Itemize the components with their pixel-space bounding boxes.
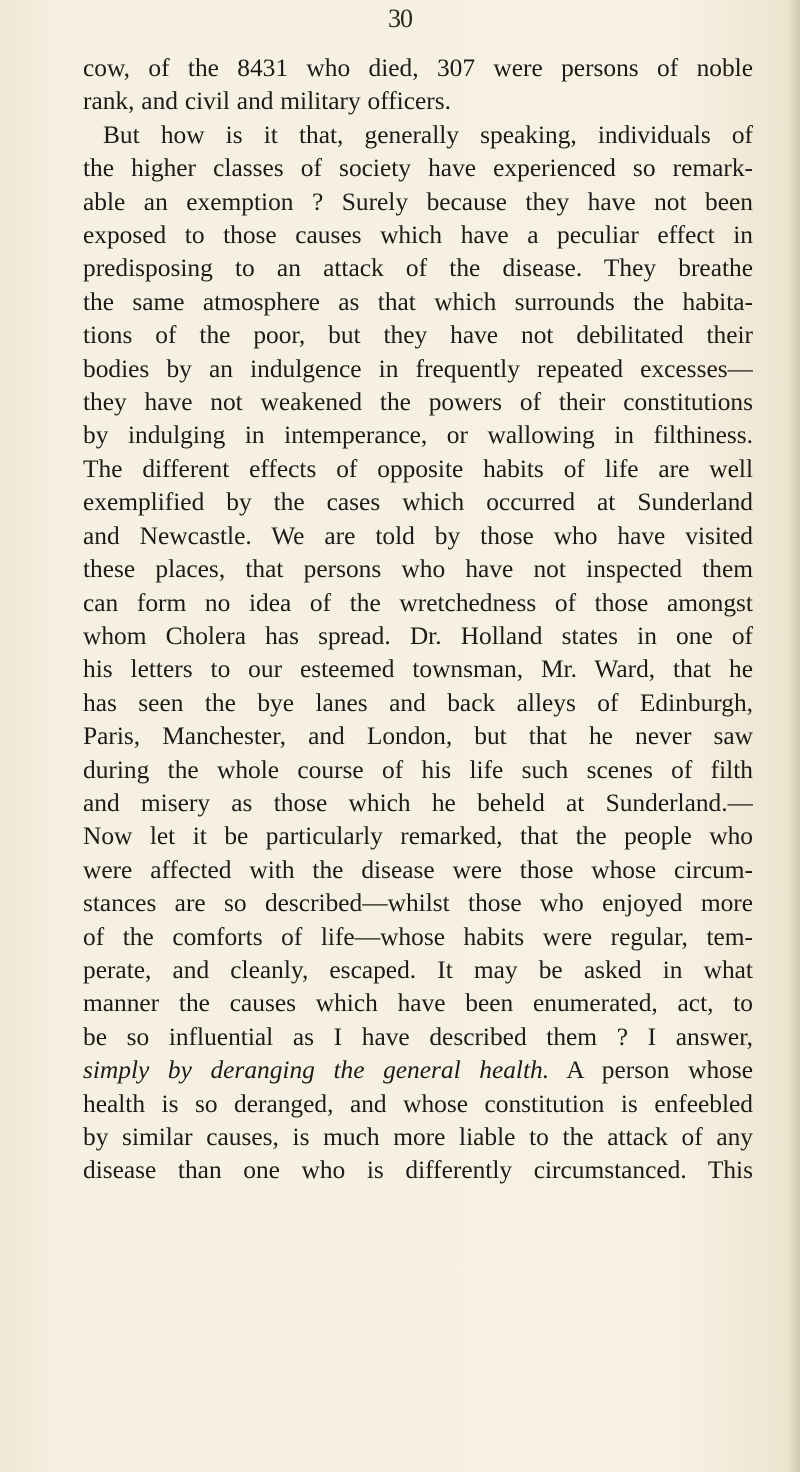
text-line: be so influential as I have described them ? I answer, bbox=[83, 1022, 753, 1051]
emphasis-text: simply by deranging the general health. bbox=[83, 1056, 550, 1085]
text-line: and Newcastle. We are told by those who have visited bbox=[83, 521, 753, 550]
text-line: bodies by an indulgence in frequently repeated excesses— bbox=[83, 354, 753, 383]
text-line: these places, that persons who have not inspected them bbox=[83, 555, 753, 584]
text-line: exemplified by the cases which occurred at Sunderland bbox=[83, 488, 753, 517]
text-line: predisposing to an attack of the disease. They breathe bbox=[83, 254, 753, 283]
text-line: they have not weakened the powers of their constitutions bbox=[83, 388, 753, 417]
text-line: has seen the bye lanes and back alleys of Edinburgh, bbox=[83, 688, 753, 717]
body-text bbox=[83, 52, 753, 1188]
text-line: The different effects of opposite habits of life are well bbox=[83, 454, 753, 483]
text-line: of the comforts of life—whose habits were regular, tem- bbox=[83, 922, 753, 951]
text-line: by indulging in intemperance, or wallowing in filthiness. bbox=[83, 421, 753, 450]
text-line: able an exemption ? Surely because they have not been bbox=[83, 187, 753, 216]
text-line: his letters to our esteemed townsman, Mr. Ward, that he bbox=[83, 655, 753, 684]
text-line: the higher classes of society have experienced so remark- bbox=[83, 154, 753, 183]
text-line: But how is it that, generally speaking, individuals of bbox=[103, 120, 753, 149]
page-number: 30 bbox=[388, 4, 412, 33]
text-line: and misery as those which he beheld at Sunderland.— bbox=[83, 788, 753, 817]
text-line: cow, of the 8431 who died, 307 were persons of noble bbox=[83, 54, 753, 82]
page-edge-shadow bbox=[788, 0, 800, 1472]
text-line bbox=[83, 1054, 753, 1087]
text-line: rank, and civil and military officers. bbox=[83, 87, 451, 116]
text-line: disease than one who is differently circumstanced. This bbox=[83, 1156, 753, 1185]
text-line: by similar causes, is much more liable to the attack of any bbox=[83, 1123, 753, 1151]
text-line: were affected with the disease were those whose circum- bbox=[83, 855, 753, 884]
text-line: Paris, Manchester, and London, but that he never saw bbox=[83, 722, 753, 751]
text-line: the same atmosphere as that which surrounds the habita- bbox=[83, 287, 753, 316]
text-line: stances are so described—whilst those who enjoyed more bbox=[83, 889, 753, 918]
text-line: can form no idea of the wretchedness of those amongst bbox=[83, 588, 753, 617]
text-line: tions of the poor, but they have not debilitated their bbox=[83, 321, 753, 350]
text-line: exposed to those causes which have a peculiar effect in bbox=[83, 221, 753, 250]
text-line: health is so deranged, and whose constitution is enfeebled bbox=[83, 1089, 753, 1118]
text-line: during the whole course of his life such scenes of filth bbox=[83, 755, 753, 784]
text-line: Now let it be particularly remarked, that the people who bbox=[83, 822, 753, 851]
text-line: perate, and cleanly, escaped. It may be asked in what bbox=[83, 955, 753, 984]
text-line: whom Cholera has spread. Dr. Holland states in one of bbox=[83, 621, 753, 650]
text-line-rest: A person whose bbox=[549, 1056, 753, 1085]
text-line: manner the causes which have been enumerated, act, to bbox=[83, 989, 753, 1018]
